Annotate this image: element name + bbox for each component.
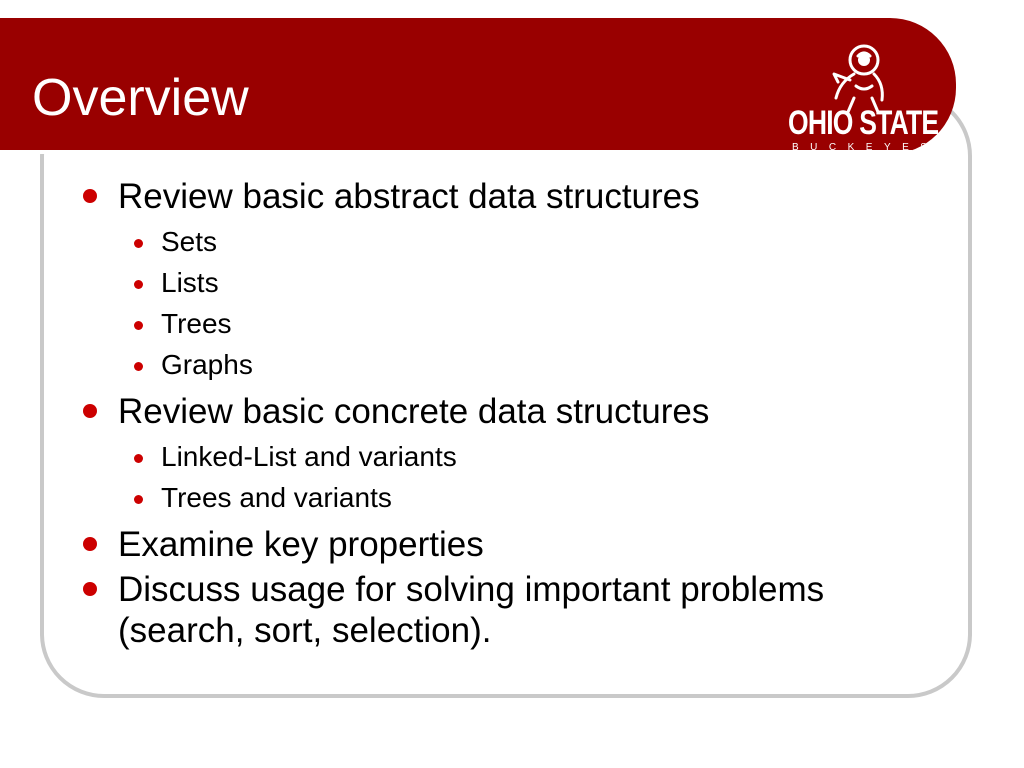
sub-bullet-item [80,303,940,344]
sub-bullet-list [118,221,940,385]
sub-bullet-dot-icon [134,321,143,330]
bullet-dot-icon [83,189,97,203]
sub-bullet-text: Trees [161,308,232,339]
bullet-text: Review basic abstract data structures [118,177,700,216]
sub-bullet-item [80,436,940,477]
logo-subtitle: BUCKEYES [792,142,939,153]
sub-bullet-text: Sets [161,226,218,257]
bullet-item [80,524,940,565]
bullet-item [80,391,940,518]
title-bar [0,18,956,154]
sub-bullet-item [80,262,940,303]
sub-bullet-dot-icon [134,239,143,248]
title-rule [0,150,912,154]
sub-bullet-dot-icon [134,454,143,463]
brutus-mascot-icon [824,40,894,114]
bullet-text: Discuss usage for solving important problems (search, sort, selection). [118,570,825,650]
sub-bullet-text: Trees and variants [161,482,392,513]
bullet-list [80,176,940,655]
bullet-dot-icon [83,582,97,596]
trademark-symbol: TM [938,145,947,151]
sub-bullet-text: Linked-List and variants [161,441,457,472]
bullet-item [80,176,940,385]
bullet-dot-icon [83,537,97,551]
sub-bullet-item [80,477,940,518]
sub-bullet-dot-icon [134,362,143,371]
ohio-state-logo [782,40,952,158]
sub-bullet-dot-icon [134,280,143,289]
sub-bullet-item [80,344,940,385]
sub-bullet-text: Graphs [161,349,253,380]
bullet-text: Examine key properties [118,525,484,564]
bullet-text: Review basic concrete data structures [118,392,710,431]
logo-wordmark: OHIO STATE [788,104,939,142]
sub-bullet-dot-icon [134,495,143,504]
bullet-item [80,569,940,651]
sub-bullet-text: Lists [161,267,219,298]
sub-bullet-list [118,436,940,518]
bullet-dot-icon [83,404,97,418]
slide-title: Overview [32,69,249,127]
sub-bullet-item [80,221,940,262]
